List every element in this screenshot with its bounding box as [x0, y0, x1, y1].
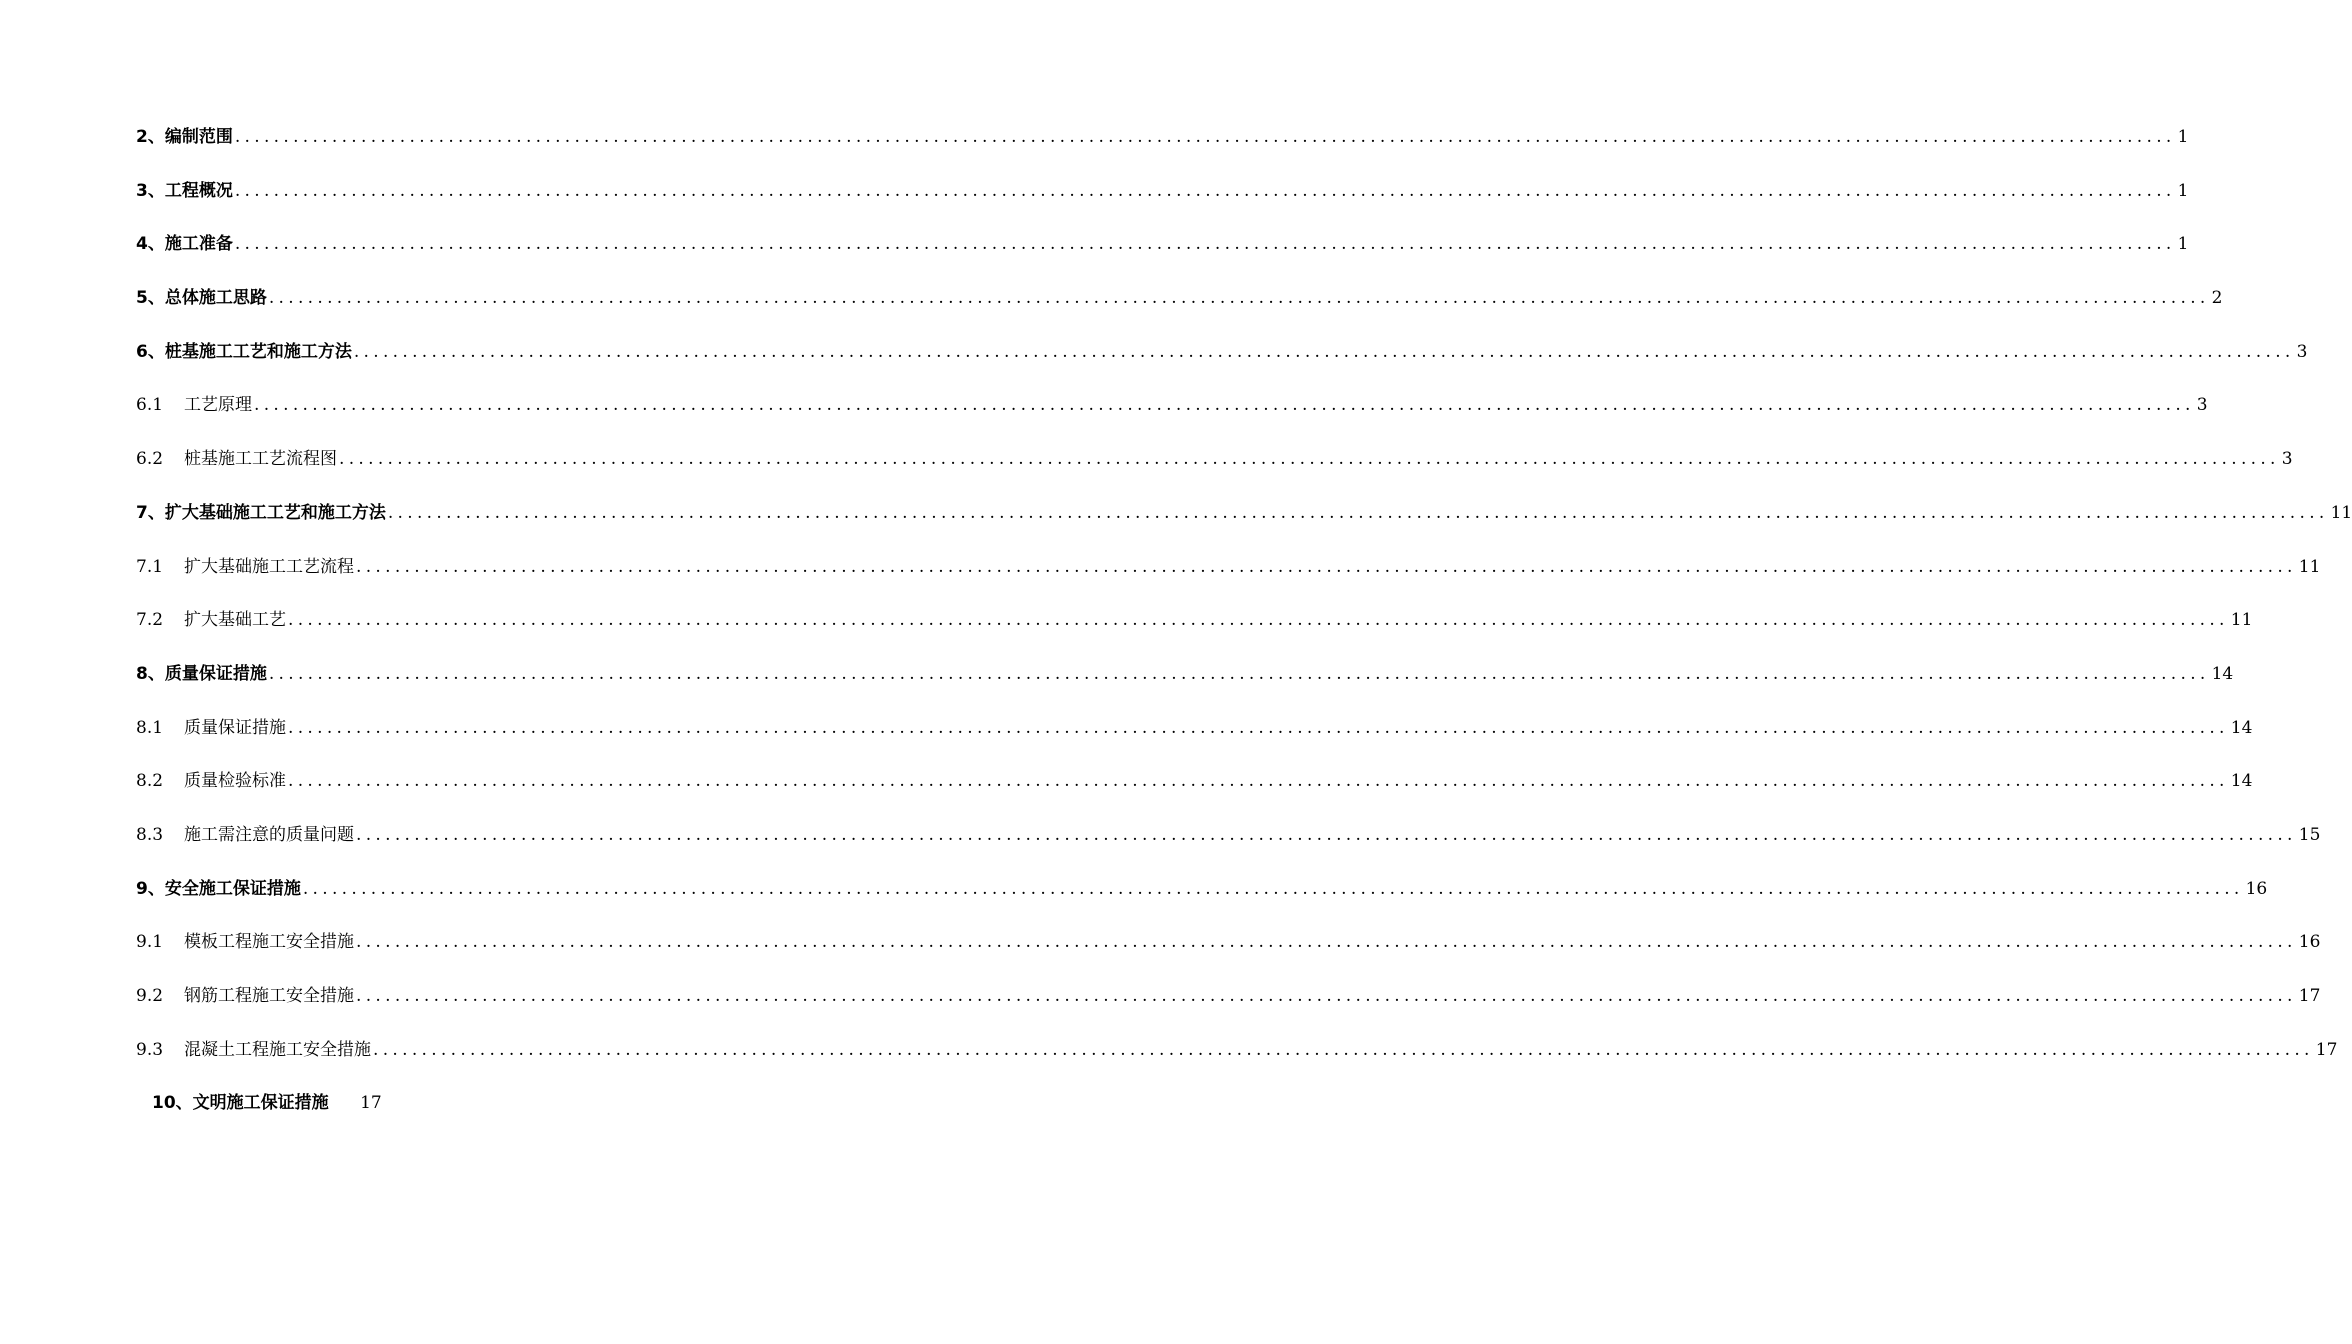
toc-entry-number: 9.1	[136, 932, 164, 953]
toc-entry-number: 7.1	[136, 556, 164, 577]
toc-entry-number: 8.1	[136, 717, 164, 738]
toc-entry-text: 质量保证措施	[164, 663, 267, 684]
toc-entry-page: 17	[360, 1093, 382, 1113]
toc-entry-number: 5、	[136, 288, 165, 309]
toc-dot-leader: ........................................................................................................................................................................................................	[234, 234, 2176, 255]
toc-entry-page: 11	[2330, 502, 2352, 523]
toc-entry-page: 14	[2230, 717, 2253, 738]
toc-entry[interactable]	[136, 227, 2189, 281]
toc-entry-text: 安全施工保证措施	[164, 878, 301, 899]
toc-entry[interactable]	[136, 174, 2189, 228]
toc-dot-leader: ........................................................................................................................................................................................................	[288, 610, 2229, 631]
toc-entry-page: 1	[2177, 234, 2189, 255]
toc-entry-number: 9.2	[136, 986, 164, 1006]
toc-dot-leader: ........................................................................................................................................................................................................	[268, 663, 2210, 684]
toc-dot-leader: ........................................................................................................................................................................................................	[288, 717, 2229, 738]
toc-entry-page: 1	[2177, 127, 2189, 147]
toc-entry-page: 17	[2298, 986, 2321, 1006]
toc-dot-leader: ........................................................................................................................................................................................................	[356, 824, 2297, 845]
toc-entry-page: 11	[2298, 556, 2321, 577]
toc-entry-text: 桩基施工工艺和施工方法	[164, 341, 352, 362]
toc-dot-leader: ........................................................................................................................................................................................................	[373, 1039, 2314, 1060]
toc-dot-leader: ........................................................................................................................................................................................................	[254, 395, 2195, 416]
toc-entry-page: 3	[2281, 449, 2293, 470]
toc-entry-page: 3	[2296, 341, 2308, 362]
toc-entry-page: 17	[2315, 1039, 2338, 1060]
toc-entry-number: 6、	[136, 341, 165, 362]
toc-entry-page: 11	[2230, 610, 2253, 631]
toc-entry[interactable]	[136, 335, 2308, 389]
toc-entry[interactable]	[136, 550, 2321, 604]
toc-entry-number: 2、	[136, 127, 165, 147]
table-of-contents	[136, 120, 2352, 1086]
toc-entry-page: 16	[2245, 878, 2268, 899]
toc-entry[interactable]	[136, 711, 2253, 765]
toc-entry-text: 模板工程施工安全措施	[184, 932, 354, 953]
toc-entry-number: 6.2	[136, 449, 164, 470]
toc-entry-number: 6.1	[136, 395, 164, 416]
toc-entry-page: 14	[2211, 663, 2234, 684]
toc-entry-number: 7.2	[136, 610, 164, 631]
toc-entry-number: 3、	[136, 180, 165, 201]
toc-entry-text: 扩大基础工艺	[184, 610, 286, 631]
toc-entry-number: 9.3	[136, 1039, 164, 1060]
toc-entry[interactable]	[136, 657, 2234, 711]
toc-entry-text: 工程概况	[164, 180, 233, 201]
toc-entry-text: 施工需注意的质量问题	[184, 824, 354, 845]
toc-entry-number: 8.2	[136, 771, 164, 792]
toc-entry[interactable]	[136, 1033, 2338, 1087]
toc-entry-page: 15	[2298, 824, 2321, 845]
toc-entry-number: 7、	[136, 502, 165, 523]
toc-entry[interactable]	[136, 120, 2189, 174]
toc-dot-leader: ........................................................................................................................................................................................................	[353, 341, 2295, 362]
toc-entry-page: 16	[2298, 932, 2321, 953]
toc-dot-leader: ........................................................................................................................................................................................................	[356, 986, 2297, 1006]
toc-entry[interactable]	[136, 388, 2208, 442]
toc-entry-text: 10、文明施工保证措施	[152, 1093, 329, 1113]
toc-entry-10[interactable]	[152, 1086, 382, 1120]
toc-entry-text: 桩基施工工艺流程图	[184, 449, 337, 470]
toc-entry[interactable]	[136, 925, 2321, 979]
toc-dot-leader: ........................................................................................................................................................................................................	[288, 771, 2229, 792]
toc-entry[interactable]	[136, 872, 2268, 926]
toc-entry-text: 施工准备	[164, 234, 233, 255]
toc-entry-page: 2	[2211, 288, 2223, 309]
toc-entry-text: 扩大基础施工工艺流程	[184, 556, 354, 577]
toc-entry-text: 混凝土工程施工安全措施	[184, 1039, 371, 1060]
toc-entry-number: 4、	[136, 234, 165, 255]
toc-entry[interactable]	[136, 818, 2321, 872]
toc-entry-number: 8、	[136, 663, 165, 684]
toc-entry[interactable]	[136, 764, 2253, 818]
toc-entry[interactable]	[136, 281, 2223, 335]
toc-entry-text: 钢筋工程施工安全措施	[184, 986, 354, 1006]
toc-entry-text: 总体施工思路	[164, 288, 267, 309]
toc-entry-text: 质量保证措施	[184, 717, 286, 738]
toc-dot-leader: ........................................................................................................................................................................................................	[234, 180, 2176, 201]
toc-entry[interactable]	[136, 442, 2293, 496]
toc-dot-leader: ........................................................................................................................................................................................................	[356, 556, 2297, 577]
toc-dot-leader: ........................................................................................................................................................................................................	[339, 449, 2280, 470]
toc-dot-leader: ........................................................................................................................................................................................................	[234, 127, 2176, 147]
toc-dot-leader: ........................................................................................................................................................................................................	[387, 502, 2329, 523]
toc-entry-text: 工艺原理	[184, 395, 252, 416]
toc-dot-leader: ........................................................................................................................................................................................................	[356, 932, 2297, 953]
toc-entry-text: 扩大基础施工工艺和施工方法	[164, 502, 386, 523]
toc-entry[interactable]	[136, 496, 2352, 550]
toc-entry[interactable]	[136, 603, 2253, 657]
toc-entry[interactable]	[136, 979, 2321, 1033]
toc-entry-text: 编制范围	[164, 127, 233, 147]
toc-dot-leader: ........................................................................................................................................................................................................	[302, 878, 2244, 899]
toc-entry-number: 9、	[136, 878, 165, 899]
toc-entry-page: 14	[2230, 771, 2253, 792]
toc-entry-page: 3	[2196, 395, 2208, 416]
toc-entry-number: 8.3	[136, 824, 164, 845]
toc-entry-text: 质量检验标准	[184, 771, 286, 792]
toc-dot-leader: ........................................................................................................................................................................................................	[268, 288, 2210, 309]
toc-entry-page: 1	[2177, 180, 2189, 201]
